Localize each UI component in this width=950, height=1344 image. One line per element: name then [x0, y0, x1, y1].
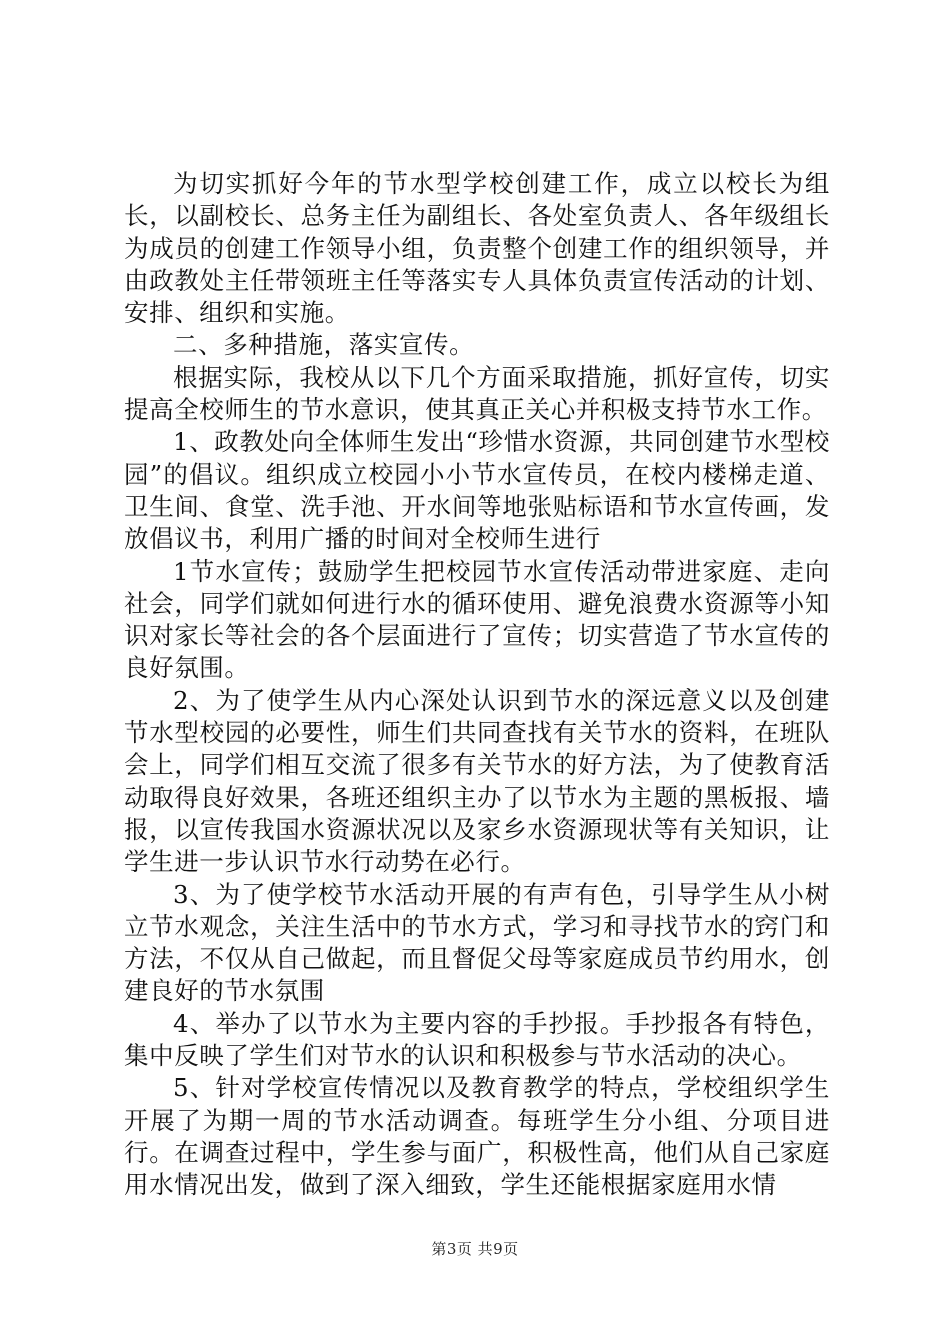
paragraph-item-3: 3、为了使学校节水活动开展的有声有色，引导学生从小树立节水观念，关注生活中的节水方式，学习和寻找节水的窍门和方法，不仅从自己做起，而且督促父母等家庭成员节约用水，创建良好的节水氛围 [124, 879, 830, 1006]
paragraph-item-2: 2、为了使学生从内心深处认识到节水的深远意义以及创建节水型校园的必要性，师生们共同查找有关节水的资料，在班队会上，同学们相互交流了很多有关节水的好方法，为了使教育活动取得良好效果，各班还组织主办了以节水为主题的黑板报、墙报，以宣传我国水资源状况以及家乡水资源现状等有关知识，让学生进一步认识节水行动势在必行。 [124, 685, 830, 877]
paragraph-leadership-group: 为切实抓好今年的节水型学校创建工作，成立以校长为组长，以副校长、总务主任为副组长、各处室负责人、各年级组长为成员的创建工作领导小组，负责整个创建工作的组织领导，并由政教处主任带领班主任等落实专人具体负责宣传活动的计划、安排、组织和实施。 [124, 169, 830, 328]
document-body [124, 168, 830, 1202]
paragraph-item-1: 1、政教处向全体师生发出“珍惜水资源，共同创建节水型校园”的倡议。组织成立校园小小节水宣传员，在校内楼梯走道、卫生间、食堂、洗手池、开水间等地张贴标语和节水宣传画，发放倡议书，利用广播的时间对全校师生进行 [124, 427, 830, 554]
paragraph-item-5: 5、针对学校宣传情况以及教育教学的特点，学校组织学生开展了为期一周的节水活动调查。每班学生分小组、分项目进行。在调查过程中，学生参与面广，积极性高，他们从自己家庭用水情况出发，做到了深入细致，学生还能根据家庭用水情 [124, 1073, 830, 1200]
paragraph-item-1-continued: 1节水宣传；鼓励学生把校园节水宣传活动带进家庭、走向社会，同学们就如何进行水的循环使用、避免浪费水资源等小知识对家长等社会的各个层面进行了宣传；切实营造了节水宣传的良好氛围。 [124, 556, 830, 683]
section-heading-measures: 二、多种措施，落实宣传。 [173, 330, 475, 360]
page-number-footer: 第3页 共9页 [431, 1240, 519, 1258]
paragraph-item-4: 4、举办了以节水为主要内容的手抄报。手抄报各有特色，集中反映了学生们对节水的认识和积极参与节水活动的决心。 [124, 1008, 830, 1071]
paragraph-intro-measures: 根据实际，我校从以下几个方面采取措施，抓好宣传，切实提高全校师生的节水意识，使其真正关心并积极支持节水工作。 [124, 362, 830, 425]
